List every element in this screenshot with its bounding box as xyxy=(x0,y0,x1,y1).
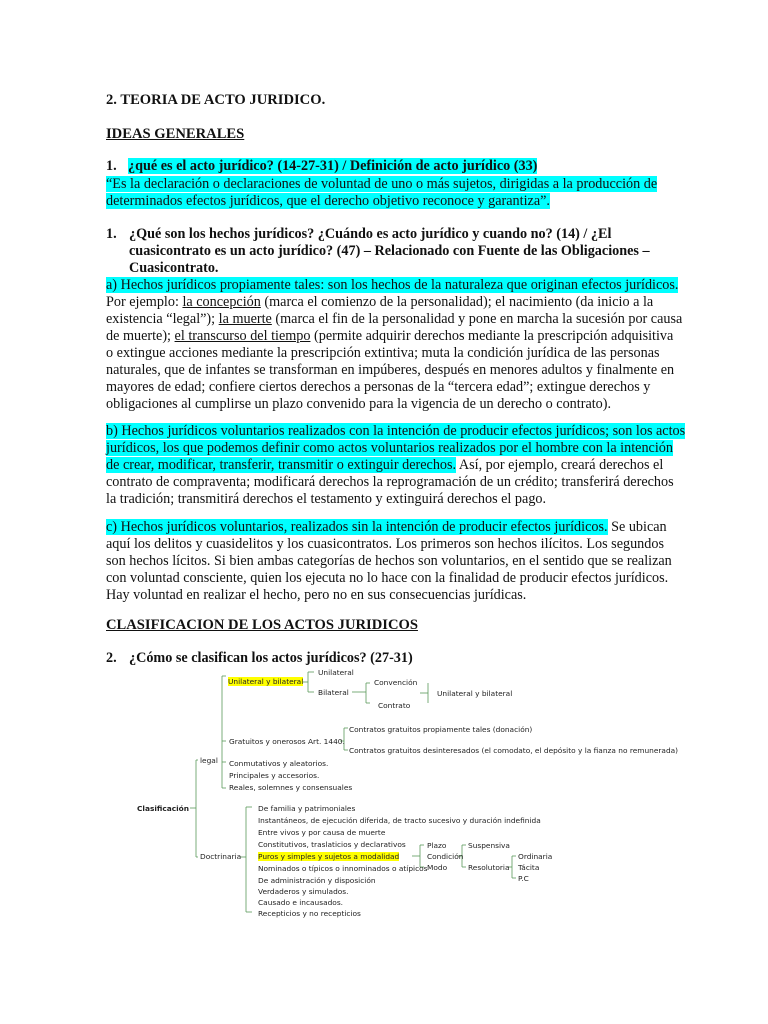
q2-b-line-2: jurídicos, los que podemos definir como actos voluntarios realizados por el hombre con la intención xyxy=(106,440,673,456)
q2-b-line-5: la tradición; transmitirá derechos el testamento y extinguirá derechos el pago. xyxy=(106,491,547,507)
diagram-doct-item: Nominados o típicos o innominados o atípicos xyxy=(258,864,428,873)
q2-a-line-7: obligaciones al cumplirse un plazo convenido para la vigencia de un derecho o contrato). xyxy=(106,396,612,412)
diagram-root: Clasificación xyxy=(137,804,189,813)
diagram-contrato: Contrato xyxy=(378,701,411,710)
q2-b-line-3: de crear, modificar, transferir, transmitir o extinguir derechos. Así, por ejemplo, creará derechos el xyxy=(106,457,664,473)
diagram-doct-item: Verdaderos y simulados. xyxy=(258,887,349,896)
diagram-resolutoria-tipo: Tácita xyxy=(518,863,540,872)
q1-title-text: ¿qué es el acto jurídico? (14-27-31) / Definición de acto jurídico (33) xyxy=(128,158,538,174)
diagram-legal-item: Reales, solemnes y consensuales xyxy=(229,783,353,792)
q2-a-line-3: de muerte); el transcurso del tiempo (permite adquirir derechos mediante la prescripción adquisitiva xyxy=(106,328,674,344)
q2-a-line-2: existencia “legal”); la muerte (marca el fin de la personalidad y pone en marcha la sucesión por causa xyxy=(106,311,683,327)
diagram-doct-item: Instantáneos, de ejecución diferida, de tracto sucesivo y duración indefinida xyxy=(258,816,541,825)
q2-c-line-5: Hay voluntad en realizar el hecho, pero no en sus consecuencias jurídicas. xyxy=(106,587,527,603)
q2-a-title: a) Hechos jurídicos propiamente tales: son los hechos de la naturaleza que originan efectos jurídicos. xyxy=(106,277,679,293)
diagram-unilateral-bilateral: Unilateral y bilateral xyxy=(228,677,304,686)
q2-title-line-1: ¿Qué son los hechos jurídicos? ¿Cuándo es acto jurídico y cuando no? (14) / ¿El xyxy=(129,226,612,242)
diagram-doct-item: Causado e incausados. xyxy=(258,898,344,907)
q2-c-line-4: con voluntad consciente, quien los ejecuta no lo hace con la finalidad de producir efectos jurídicos. xyxy=(106,570,669,586)
diagram-doct-item: De administración y disposición xyxy=(258,876,376,885)
diagram-condicion-tipo: Suspensiva xyxy=(468,841,510,850)
diagram-unilateral: Unilateral xyxy=(318,668,354,677)
diagram-resolutoria-tipo: P.C xyxy=(518,874,529,883)
q1-def-line-1: “Es la declaración o declaraciones de voluntad de uno o más sujetos, dirigidas a la producción de xyxy=(106,176,658,192)
diagram-gratuitos-propios: Contratos gratuitos propiamente tales (donación) xyxy=(349,725,533,734)
diagram-legal: legal xyxy=(200,756,218,765)
ideas-generales-heading: IDEAS GENERALES xyxy=(106,126,245,142)
diagram-doct-item: De familia y patrimoniales xyxy=(258,804,356,813)
diagram-doct-item: Entre vivos y por causa de muerte xyxy=(258,828,386,837)
q2-a-line-5: naturales, que de infantes se transforman en impúberes, después en menores adultos y finalmente en xyxy=(106,362,675,378)
q2-number: 1. xyxy=(106,226,117,242)
diagram-unilateral-bilateral-2: Unilateral y bilateral xyxy=(437,689,513,698)
diagram-modalidad: Condición xyxy=(427,852,464,861)
q2-b-line-4: contrato de compraventa; modificará derechos la reprogramación de un crédito; transferirá derechos xyxy=(106,474,674,490)
q1-number: 1. xyxy=(106,158,117,174)
section-title: 2. TEORIA DE ACTO JURIDICO. xyxy=(106,92,326,108)
q2-c-line-2: aquí los delitos y cuasidelitos y los cuasicontratos. Los primeros son hechos ilícitos. Los segundos xyxy=(106,536,664,552)
diagram-condicion-tipo: Resolutoria xyxy=(468,863,510,872)
diagram-convencion: Convención xyxy=(374,678,418,687)
clasificacion-heading: CLASIFICACION DE LOS ACTOS JURIDICOS xyxy=(106,617,418,633)
q2-title-line-3: Cuasicontrato. xyxy=(129,260,219,276)
q2-a-line-4: o extingue acciones mediante la prescripción extintiva; muta la condición jurídica de las personas xyxy=(106,345,660,361)
q2-b-line-1: b) Hechos jurídicos voluntarios realizados con la intención de producir efectos jurídicos; son los actos xyxy=(106,423,686,439)
diagram-doct-item-puros: Puros y simples y sujetos a modalidad xyxy=(258,852,400,861)
diagram-legal-item: Conmutativos y aleatorios. xyxy=(229,759,329,768)
diagram-doct-item: Constitutivos, traslaticios y declarativos xyxy=(258,840,406,849)
diagram-doctrinaria: Doctrinaria xyxy=(200,852,242,861)
q1-title xyxy=(106,158,537,175)
q3-title: ¿Cómo se clasifican los actos jurídicos? (27-31) xyxy=(129,650,413,666)
q2-c-line-3: son hechos lícitos. Si bien ambas categorías de hechos son voluntarios, en el sentido que se realizan xyxy=(106,553,672,569)
diagram-gratuitos-desint: Contratos gratuitos desinteresados (el comodato, el depósito y la fianza no remunerada) xyxy=(349,746,679,755)
q2-a-line-6: mayores de edad; confiere ciertos derechos a personas de la “tercera edad”; extingue derechos y xyxy=(106,379,651,395)
diagram-bilateral: Bilateral xyxy=(318,688,349,697)
q2-c-line-1: c) Hechos jurídicos voluntarios, realizados sin la intención de producir efectos jurídicos. Se ubican xyxy=(106,519,667,535)
diagram-legal-item: Principales y accesorios. xyxy=(229,771,320,780)
q2-title-line-2: cuasicontrato es un acto jurídico? (47) – Relacionado con Fuente de las Obligaciones – xyxy=(129,243,650,259)
diagram-doct-item: Recepticios y no recepticios xyxy=(258,909,361,918)
diagram-modalidad: Plazo xyxy=(427,841,447,850)
q2-a-line-1: Por ejemplo: la concepción (marca el comienzo de la personalidad); el nacimiento (da inicio a la xyxy=(106,294,654,310)
diagram-resolutoria-tipo: Ordinaria xyxy=(518,852,553,861)
diagram-modalidad: Modo xyxy=(427,863,448,872)
q3-number: 2. xyxy=(106,650,117,666)
q1-def-line-2: determinados efectos jurídicos, que el derecho objetivo reconoce y garantiza”. xyxy=(106,193,550,209)
diagram-gratuitos: Gratuitos y onerosos Art. 1440. xyxy=(229,737,345,746)
